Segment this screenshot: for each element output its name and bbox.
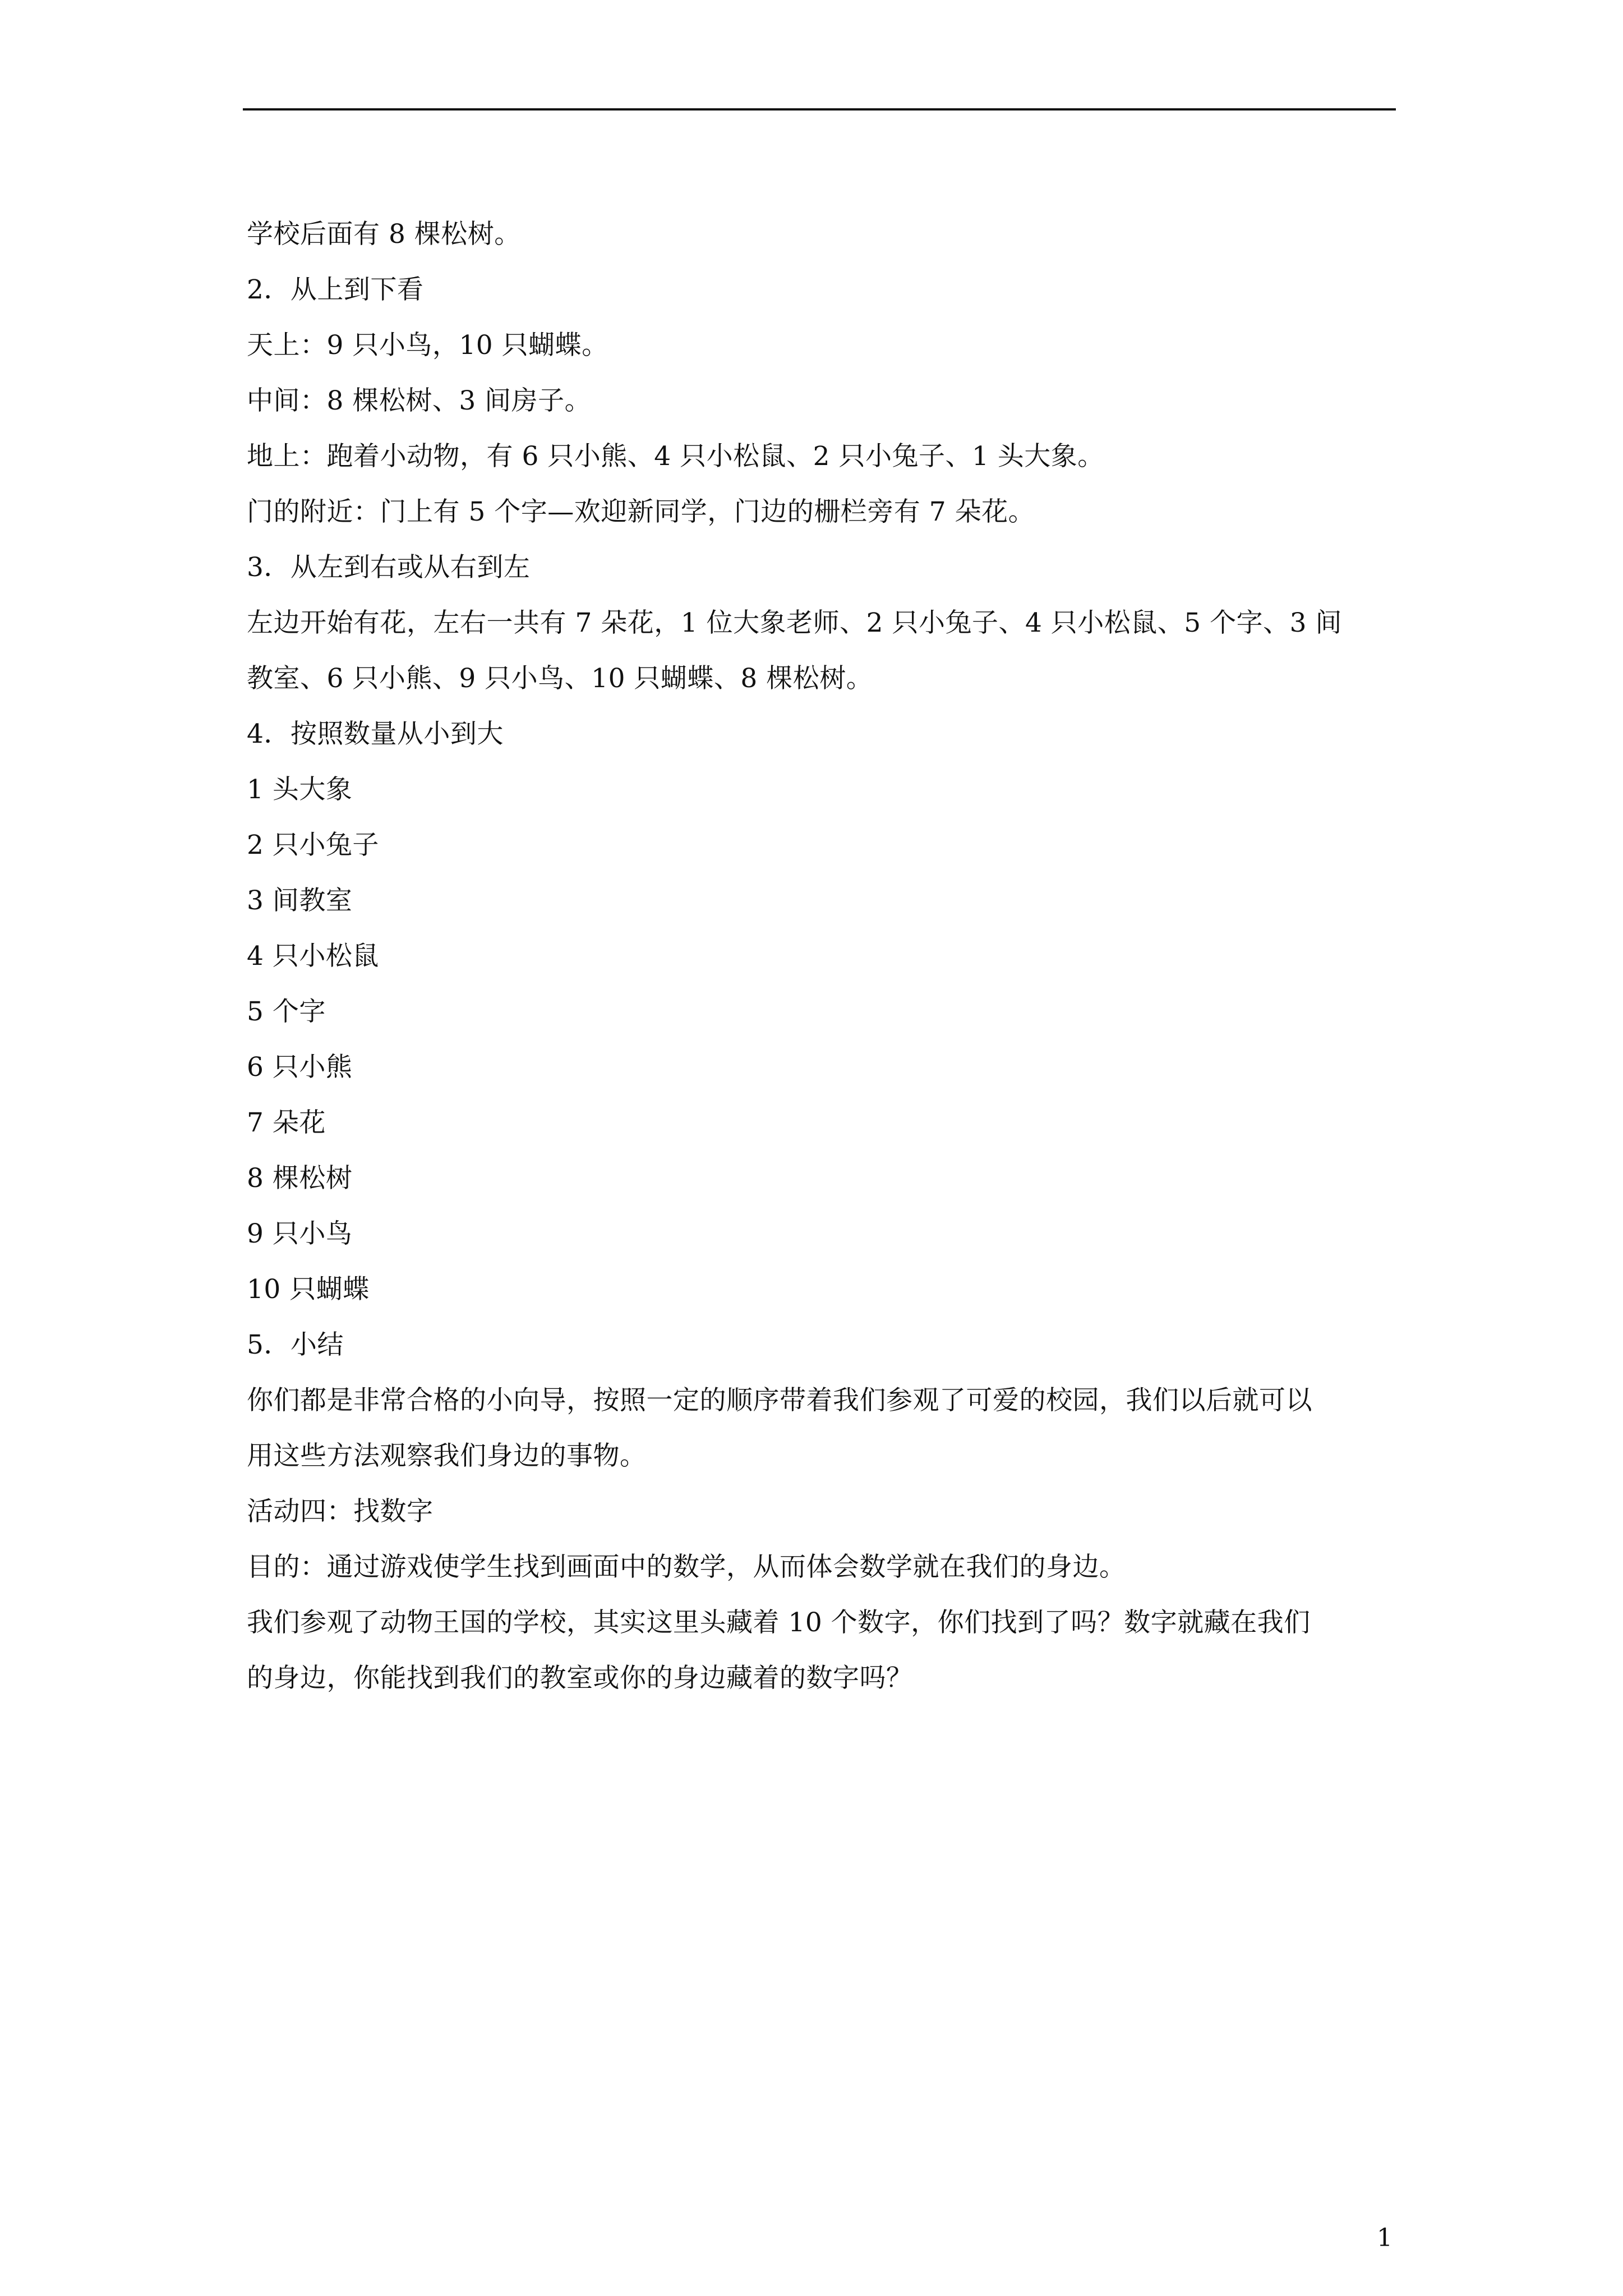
text-line: 左边开始有花，左右一共有 7 朵花，1 位大象老师、2 只小兔子、4 只小松鼠、5 个字、3 间: [247, 608, 1342, 638]
text-line: 地上：跑着小动物，有 6 只小熊、4 只小松鼠、2 只小兔子、1 头大象。: [247, 441, 1104, 472]
list-item: 1 头大象: [247, 774, 353, 805]
text-line: 学校后面有 8 棵松树。: [247, 219, 521, 250]
section-heading: 5．小结: [247, 1329, 344, 1360]
list-item: 8 棵松树: [247, 1163, 353, 1194]
list-item: 7 朵花: [247, 1107, 326, 1138]
text-line: 教室、6 只小熊、9 只小鸟、10 只蝴蝶、8 棵松树。: [247, 663, 873, 694]
text-line: 你们都是非常合格的小向导，按照一定的顺序带着我们参观了可爱的校园，我们以后就可以: [247, 1385, 1312, 1416]
section-heading: 4．按照数量从小到大: [247, 719, 504, 749]
page-number: 1: [1377, 2224, 1393, 2252]
text-line: 用这些方法观察我们身边的事物。: [247, 1441, 647, 1471]
list-item: 10 只蝴蝶: [247, 1274, 370, 1305]
text-line: 的身边，你能找到我们的教室或你的身边藏着的数字吗？: [247, 1663, 913, 1694]
document-body: [247, 206, 1396, 1706]
section-heading: 3．从左到右或从右到左: [247, 552, 531, 583]
list-item: 5 个字: [247, 996, 326, 1027]
list-item: 2 只小兔子: [247, 830, 379, 861]
list-item: 4 只小松鼠: [247, 941, 379, 972]
list-item: 9 只小鸟: [247, 1218, 353, 1249]
section-heading: 2．从上到下看: [247, 274, 424, 305]
list-item: 3 间教室: [247, 885, 353, 916]
text-line: 目的：通过游戏使学生找到画面中的数学，从而体会数学就在我们的身边。: [247, 1552, 1126, 1582]
section-heading: 活动四：找数字: [247, 1496, 434, 1527]
list-item: 6 只小熊: [247, 1052, 353, 1083]
text-line: 天上：9 只小鸟，10 只蝴蝶。: [247, 330, 608, 361]
text-line: 我们参观了动物王国的学校，其实这里头藏着 10 个数字，你们找到了吗？数字就藏在我们: [247, 1607, 1311, 1638]
text-line: 门的附近：门上有 5 个字—欢迎新同学，门边的栅栏旁有 7 朵花。: [247, 496, 1035, 527]
header-rule: [243, 108, 1396, 111]
text-line: 中间：8 棵松树、3 间房子。: [247, 385, 592, 416]
